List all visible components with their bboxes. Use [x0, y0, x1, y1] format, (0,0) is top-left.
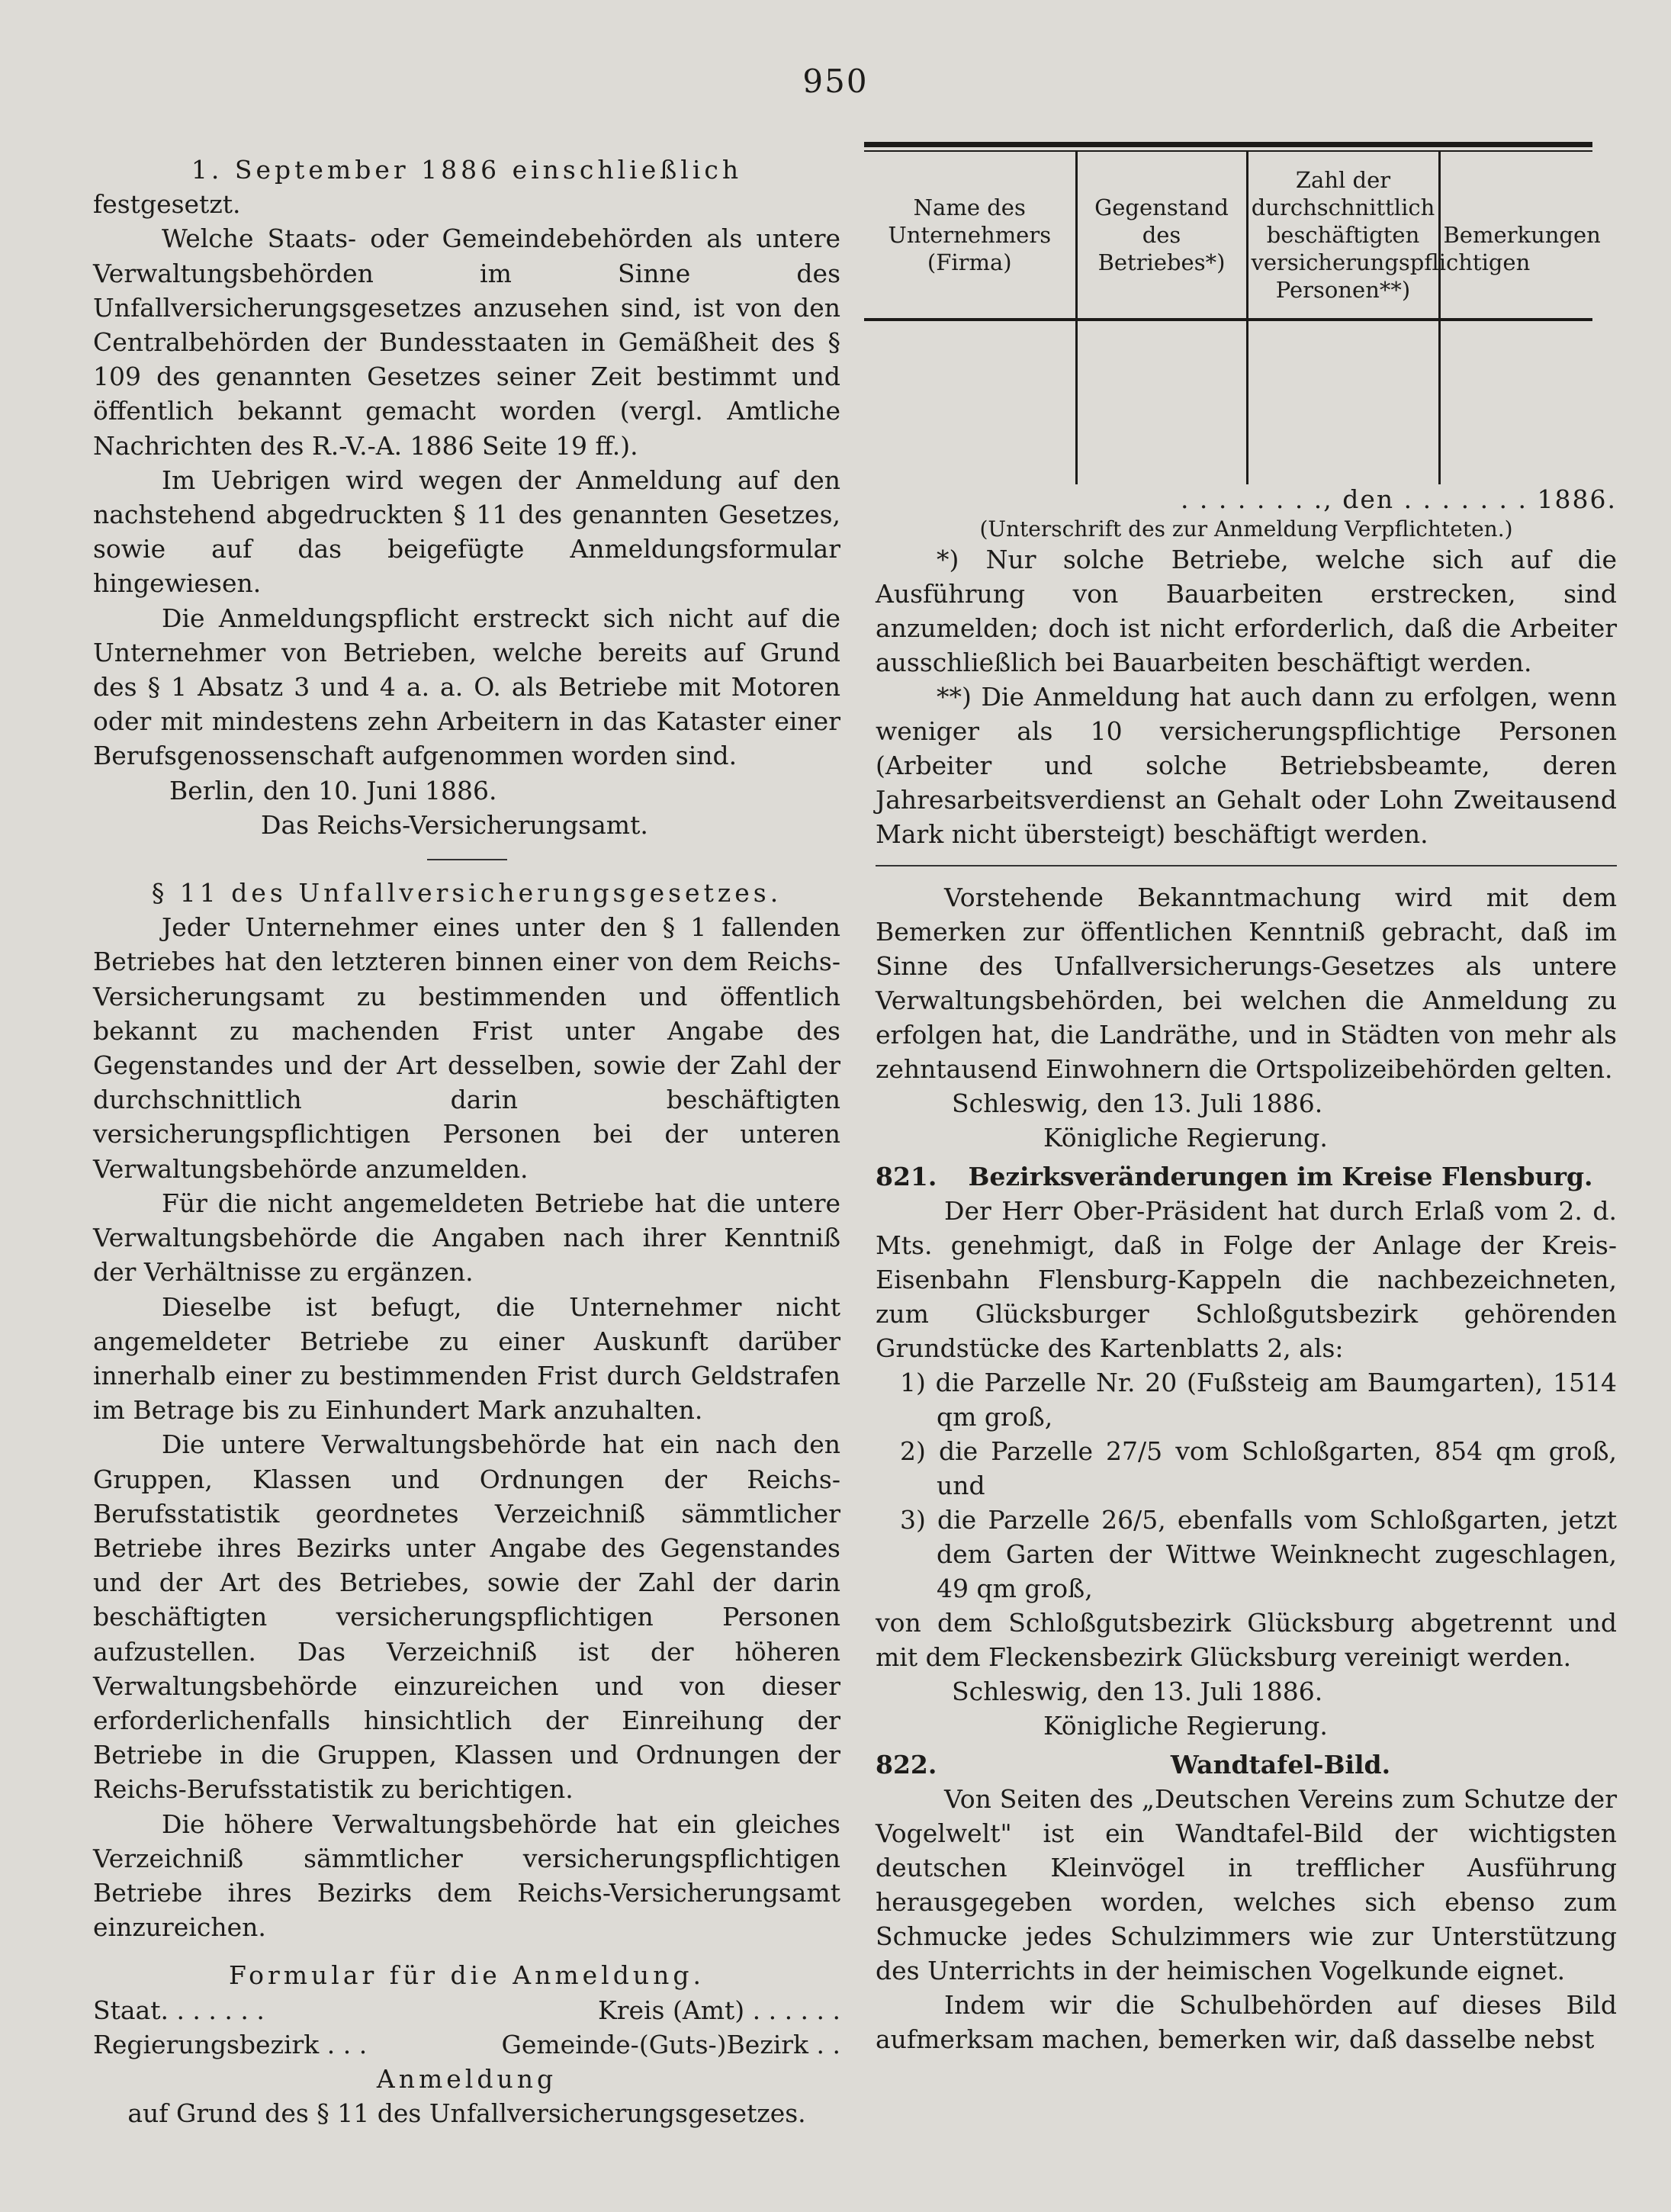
section-title: Bezirksveränderungen im Kreise Flensburg.	[968, 1162, 1593, 1191]
table-row	[864, 320, 1592, 484]
form-gemeinde: Gemeinde-(Guts-)Bezirk . .	[501, 2029, 840, 2059]
footnote: **) Die Anmeldung hat auch dann zu erfolgen, wenn weniger als 10 versicherungspflichtige Personen (Arbeiter und solche Betriebsbeamte, deren Jahresarbeitsverdienst an Gehalt oder Lohn Zweitausend Mark nicht übersteigt) beschäftigt werden.	[876, 682, 1617, 849]
right-column	[876, 482, 1617, 2056]
page-number: 950	[802, 63, 869, 100]
form-title: Formular für die Anmeldung.	[229, 1960, 705, 1991]
form-grund: auf Grund des § 11 des Unfallversicherungsgesetzes.	[127, 2098, 806, 2129]
list-item: 2) die Parzelle 27/5 vom Schloßgarten, 854 qm groß, und	[900, 1436, 1617, 1500]
section-title: § 11 des Unfallversicherungsgesetzes.	[151, 878, 782, 908]
signature-place-date: Berlin, den 10. Juni 1886.	[169, 775, 497, 805]
form-staat: Staat. . . . . . .	[93, 1995, 265, 2025]
paragraph: Für die nicht angemeldeten Betriebe hat die untere Verwaltungsbehörde die Angaben nach ihrer Kenntniß der Verhältnisse zu ergänzen.	[93, 1188, 840, 1288]
section-number: 821.	[876, 1162, 937, 1191]
column-header-name: Name des Unternehmers (Firma)	[864, 152, 1076, 320]
list-item: 1) die Parzelle Nr. 20 (Fußsteig am Baumgarten), 1514 qm groß,	[900, 1368, 1617, 1432]
paragraph: Die untere Verwaltungsbehörde hat ein nach den Gruppen, Klassen und Ordnungen der Reichs-Berufsstatistik geordnetes Verzeichniß sämmtlicher Betriebe ihres Bezirks unter Angabe des Gegenstandes und der Art des Betriebes, sowie der Zahl der darin beschäftigten versicherungspflichtigen Personen aufzustellen. Das Verzeichniß ist der höheren Verwaltungsbehörde einzureichen und von dieser erforderlichenfalls hinsichtlich der Einreihung der Betriebe in die Gruppen, Klassen und Ordnungen der Reichs-Berufsstatistik zu berichtigen.	[93, 1429, 840, 1805]
section-821-heading	[876, 1159, 1617, 1194]
column-header-zahl: Zahl der durchschnittlich beschäftigten versicherungspflichtigen Personen**)	[1247, 152, 1439, 320]
table-cell	[1439, 320, 1592, 484]
footnote: *) Nur solche Betriebe, welche sich auf die Ausführung von Bauarbeiten erstrecken, sind anzumelden; doch ist nicht erforderlich, daß die Arbeiter ausschließlich bei Bauarbeiten beschäftigt werden.	[876, 545, 1617, 677]
section-number: 822.	[876, 1750, 937, 1780]
signature-authority: Königliche Regierung.	[1043, 1123, 1328, 1153]
intro-continuation: festgesetzt.	[93, 189, 241, 220]
registration-form-table	[864, 142, 1601, 484]
paragraph: Von Seiten des „Deutschen Vereins zum Schutze der Vogelwelt" ist ein Wandtafel-Bild der wichtigsten deutschen Kleinvögel in trefflicher Ausführung herausgegeben worden, welches sich ebenso zum Schmucke jedes Schulzimmers wie zur Unterstützung des Unterrichts in der heimischen Vogelkunde eignet.	[876, 1784, 1617, 1985]
table-header-row	[864, 152, 1592, 320]
table	[864, 152, 1601, 484]
form-anmeldung: Anmeldung	[376, 2063, 558, 2094]
column-header-gegenstand: Gegenstand des Betriebes*)	[1076, 152, 1247, 320]
paragraph: Welche Staats- oder Gemeindebehörden als untere Verwaltungsbehörden im Sinne des Unfallversicherungsgesetzes anzusehen sind, ist von den Centralbehörden der Bundesstaaten in Gemäßheit des § 109 des genannten Gesetzes seiner Zeit bestimmt und öffentlich bekannt gemacht worden (vergl. Amtliche Nachrichten des R.-V.-A. 1886 Seite 19 ff.).	[93, 223, 840, 461]
paragraph: Jeder Unternehmer eines unter den § 1 fallenden Betriebes hat den letzteren binnen einer von dem Reichs-Versicherungsamt zu bestimmenden und öffentlich bekannt zu machenden Frist unter Angabe des Gegenstandes und der Art desselben, sowie der Zahl der durchschnittlich darin beschäftigten versicherungspflichtigen Personen bei der unteren Verwaltungsbehörde anzumelden.	[93, 912, 840, 1184]
form-regierungsbezirk: Regierungsbezirk . . .	[93, 2029, 368, 2059]
paragraph: Im Uebrigen wird wegen der Anmeldung auf den nachstehend abgedruckten § 11 des genannten Gesetzes, sowie auf das beigefügte Anmeldungsformular hingewiesen.	[93, 465, 840, 599]
notice-paragraph: Vorstehende Bekanntmachung wird mit dem Bemerken zur öffentlichen Kenntniß gebracht, daß im Sinne des Unfallversicherungs-Gesetzes als untere Verwaltungsbehörden, bei welchen die Anmeldung zu erfolgen hat, die Landräthe, und in Städten von mehr als zehntausend Einwohnern die Ortspolizeibehörden gelten.	[876, 883, 1617, 1084]
paragraph: Indem wir die Schulbehörden auf dieses Bild aufmerksam machen, bemerken wir, daß dasselbe nebst	[876, 1990, 1617, 2054]
section-title: Wandtafel-Bild.	[1170, 1750, 1391, 1780]
paragraph: von dem Schloßgutsbezirk Glücksburg abgetrennt und mit dem Fleckensbezirk Glücksburg vereinigt werden.	[876, 1608, 1617, 1672]
signature-authority: Das Reichs-Versicherungsamt.	[261, 809, 648, 840]
paragraph: Die Anmeldungspflicht erstreckt sich nicht auf die Unternehmer von Betrieben, welche bereits auf Grund des § 1 Absatz 3 und 4 a. a. O. als Betriebe mit Motoren oder mit mindestens zehn Arbeitern in das Kataster einer Berufsgenossenschaft aufgenommen worden sind.	[93, 603, 840, 771]
list-item: 3) die Parzelle 26/5, ebenfalls vom Schloßgarten, jetzt dem Garten der Wittwe Weinknecht zugeschlagen, 49 qm groß,	[900, 1505, 1617, 1603]
section-822-heading	[876, 1747, 1617, 1782]
signature-place-date: Schleswig, den 13. Juli 1886.	[952, 1088, 1323, 1118]
paragraph: Der Herr Ober-Präsident hat durch Erlaß vom 2. d. Mts. genehmigt, daß in Folge der Anlage der Kreis-Eisenbahn Flensburg-Kappeln die nachbezeichneten, zum Glücksburger Schloßgutsbezirk gehörenden Grundstücke des Kartenblatts 2, als:	[876, 1196, 1617, 1363]
table-top-rule	[864, 142, 1592, 147]
form-date-line: . . . . . . . ., den . . . . . . . 1886.	[1180, 484, 1617, 514]
form-row-staat	[93, 1993, 840, 2027]
paragraph: Die höhere Verwaltungsbehörde hat ein gleiches Verzeichniß sämmtlicher versicherungspflichtigen Betriebe ihres Bezirks dem Reichs-Versicherungsamt einzureichen.	[93, 1809, 840, 1943]
separator-rule	[427, 859, 507, 860]
signature-authority: Königliche Regierung.	[1043, 1711, 1328, 1741]
form-kreis: Kreis (Amt) . . . . . .	[598, 1995, 840, 2025]
separator-rule	[876, 865, 1617, 866]
table-cell	[1247, 320, 1439, 484]
signature-place-date: Schleswig, den 13. Juli 1886.	[952, 1677, 1323, 1706]
paragraph: Dieselbe ist befugt, die Unternehmer nicht angemeldeter Betriebe zu einer Auskunft darüber innerhalb einer zu bestimmenden Frist durch Geldstrafen im Betrage bis zu Einhundert Mark anzuhalten.	[93, 1291, 840, 1426]
intro-date: 1. September 1886 einschließlich	[191, 155, 743, 185]
table-cell	[1076, 320, 1247, 484]
signature-note: (Unterschrift des zur Anmeldung Verpflichteten.)	[979, 516, 1513, 542]
column-header-bemerkungen: Bemerkungen	[1439, 152, 1592, 320]
table-cell	[864, 320, 1076, 484]
form-row-regbez	[93, 2027, 840, 2062]
left-column	[93, 153, 840, 2130]
